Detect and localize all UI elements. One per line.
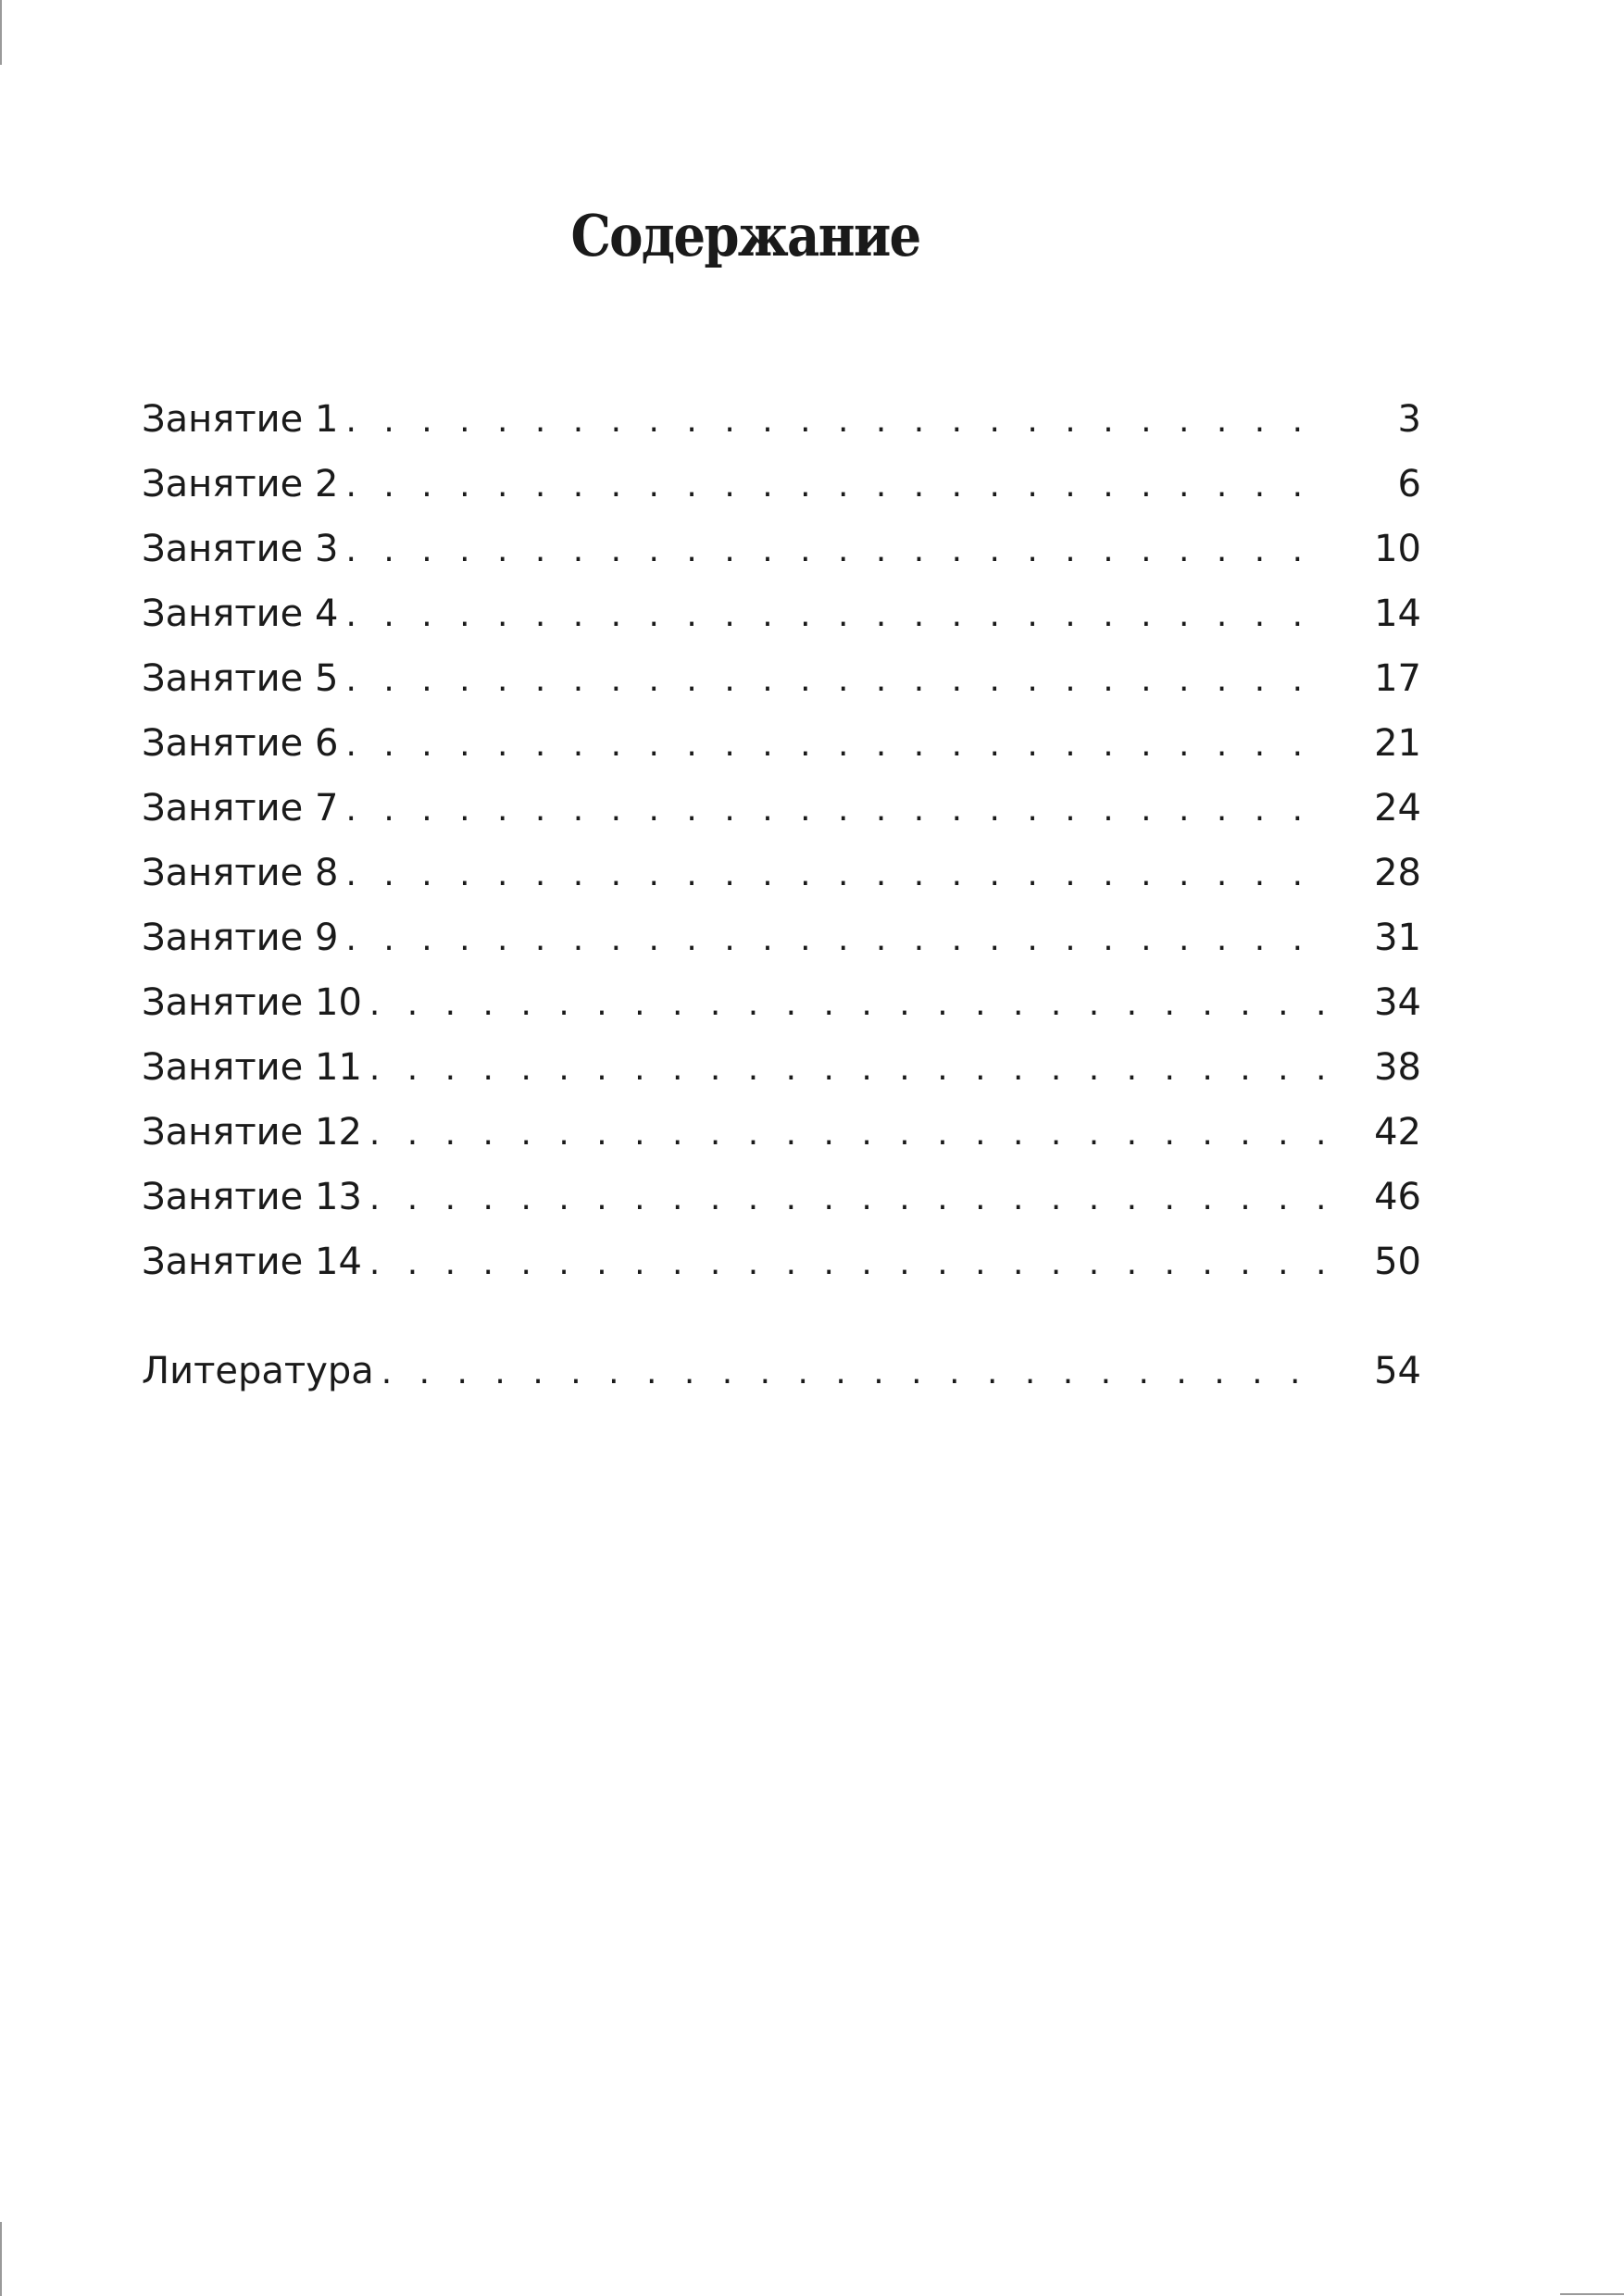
toc-entry-page: 17 [1374,657,1421,700]
toc-entry-page: 31 [1374,917,1421,959]
toc-entry-label: Занятие 8 [142,852,339,894]
toc-entry-literature [142,1339,1421,1404]
toc-entry-page: 54 [1374,1350,1421,1392]
toc-dot-leader [345,454,1330,518]
toc-entry [142,646,1421,711]
toc-entry-page: 50 [1374,1241,1421,1283]
toc-entry [142,1165,1421,1229]
toc-dot-leader [369,1037,1330,1102]
toc-entry-label: Занятие 6 [142,722,339,765]
toc-spacer [142,1294,1421,1339]
table-of-contents [142,387,1421,1404]
toc-entry-label: Занятие 5 [142,657,339,700]
toc-entry [142,387,1421,452]
toc-entry-label: Занятие 7 [142,787,339,830]
toc-dot-leader [345,648,1330,713]
toc-dot-leader [369,1231,1330,1296]
toc-dot-leader [345,518,1330,583]
toc-entry-page: 6 [1397,463,1421,505]
toc-entry-label: Занятие 11 [142,1046,362,1089]
toc-entry-label: Занятие 4 [142,593,339,635]
toc-dot-leader [345,842,1330,907]
crop-mark-bottom-left [0,2222,2,2296]
toc-entry [142,841,1421,905]
toc-entry-page: 10 [1374,528,1421,570]
toc-entry-label: Занятие 12 [142,1111,362,1154]
toc-entry [142,1035,1421,1100]
toc-entry-label: Занятие 3 [142,528,339,570]
toc-entry [142,1100,1421,1165]
toc-dot-leader [345,713,1330,778]
toc-entry-page: 38 [1374,1046,1421,1089]
toc-entry-page: 42 [1374,1111,1421,1154]
toc-entry [142,711,1421,776]
toc-dot-leader [369,1102,1330,1167]
toc-entry-page: 24 [1374,787,1421,830]
toc-entry-page: 21 [1374,722,1421,765]
toc-entry [142,581,1421,646]
toc-entry-label: Занятие 14 [142,1241,362,1283]
toc-entry-label: Занятие 10 [142,981,362,1024]
toc-dot-leader [345,778,1330,842]
toc-dot-leader [345,583,1330,648]
toc-entry-page: 46 [1374,1176,1421,1218]
toc-entry-page: 3 [1397,398,1421,441]
toc-dot-leader [369,1167,1330,1231]
page-title: Содержание [570,202,920,269]
toc-dot-leader [381,1341,1330,1405]
toc-entry-label: Занятие 13 [142,1176,362,1218]
crop-mark-bottom-right [1560,2293,1624,2295]
toc-dot-leader [345,389,1330,454]
toc-entry [142,517,1421,581]
toc-entry [142,452,1421,517]
toc-entry [142,970,1421,1035]
crop-mark-top-left [0,0,2,65]
toc-entry-label: Литература [142,1350,374,1392]
toc-entry-label: Занятие 1 [142,398,339,441]
toc-dot-leader [345,907,1330,972]
toc-entry [142,905,1421,970]
toc-entry-page: 34 [1374,981,1421,1024]
toc-entry [142,1229,1421,1294]
toc-entry-page: 28 [1374,852,1421,894]
toc-dot-leader [369,972,1330,1037]
toc-entry-page: 14 [1374,593,1421,635]
toc-entry [142,776,1421,841]
toc-entry-label: Занятие 9 [142,917,339,959]
toc-entry-label: Занятие 2 [142,463,339,505]
